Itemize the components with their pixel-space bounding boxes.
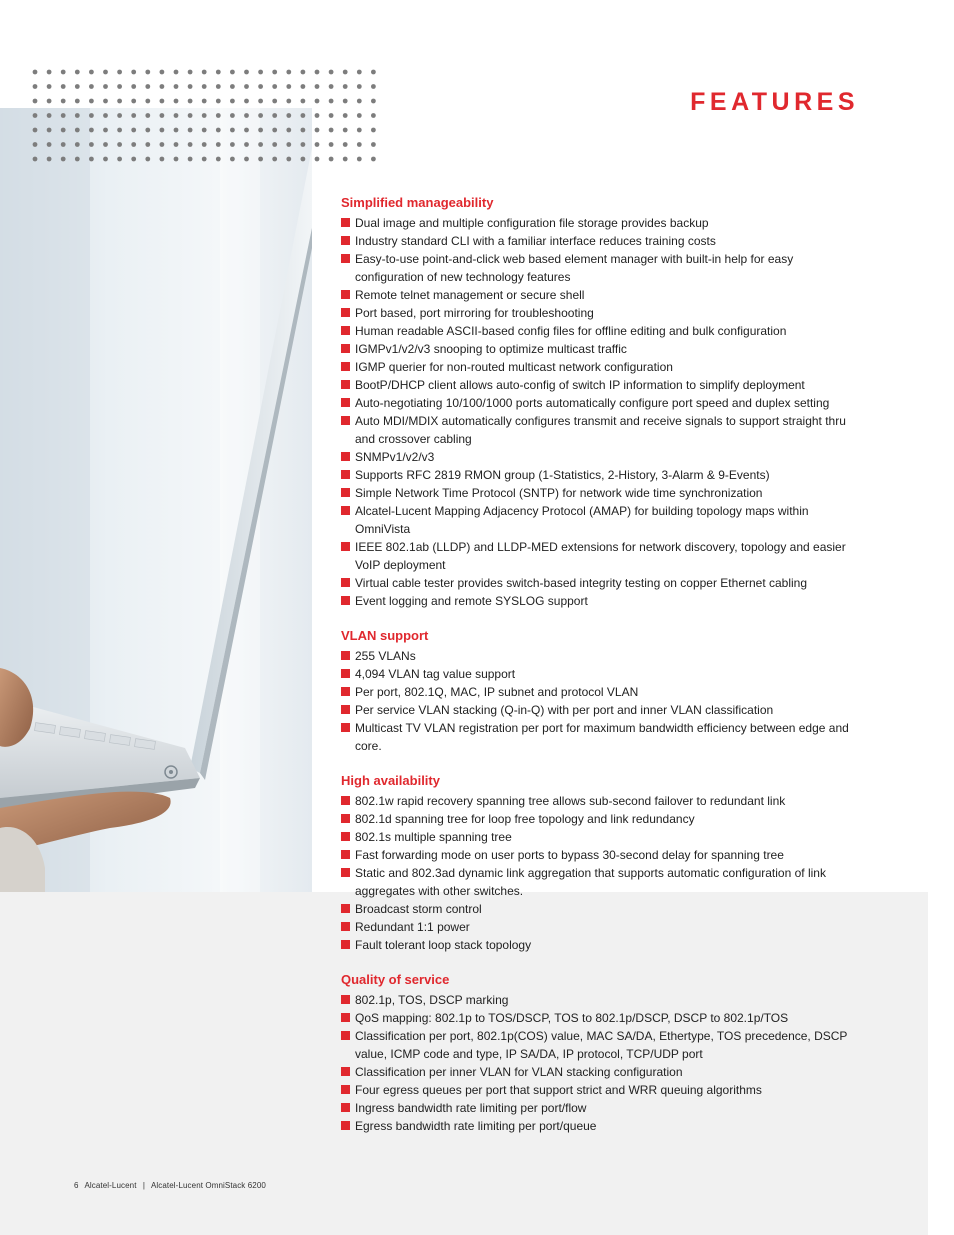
decorative-dot [61,99,66,104]
decorative-dot [160,70,165,75]
decorative-dot [75,128,80,133]
decorative-dot [357,157,362,162]
decorative-dot [357,99,362,104]
decorative-dot [47,128,52,133]
decorative-dot [258,157,263,162]
section-heading: High availability [341,773,440,788]
decorative-dot [61,157,66,162]
decorative-dot [47,70,52,75]
decorative-dot [75,157,80,162]
decorative-dot [286,157,291,162]
section-quality-of-service [341,971,861,1135]
page-number: 6 [74,1181,79,1190]
decorative-dot [202,128,207,133]
decorative-dot [272,157,277,162]
decorative-dot [160,84,165,89]
list-item: Auto MDI/MDIX automatically configures transmit and receive signals to support straight thru and crossover cabling [341,412,861,448]
decorative-dot [244,84,249,89]
list-item: SNMPv1/v2/v3 [341,448,861,466]
decorative-dot [301,142,306,147]
decorative-dot [145,70,150,75]
decorative-dot [343,157,348,162]
decorative-dot [202,142,207,147]
list-item: IGMPv1/v2/v3 snooping to optimize multicast traffic [341,340,861,358]
decorative-dot [272,70,277,75]
decorative-dot [202,113,207,118]
decorative-dot [258,70,263,75]
decorative-dot [103,142,108,147]
decorative-dot [33,113,38,118]
list-item: Event logging and remote SYSLOG support [341,592,861,610]
section-high-availability [341,772,861,954]
list-item: Egress bandwidth rate limiting per port/queue [341,1117,861,1135]
decorative-dot [258,113,263,118]
decorative-dot [47,157,52,162]
decorative-dot [343,99,348,104]
decorative-dot [258,128,263,133]
laptop-hand-photo [0,108,312,892]
decorative-dot [103,113,108,118]
decorative-dot [103,84,108,89]
decorative-dot [286,128,291,133]
decorative-dot [131,128,136,133]
decorative-dot [131,157,136,162]
feature-list [341,647,861,755]
decorative-dot [230,128,235,133]
decorative-dot [174,99,179,104]
decorative-dot [89,157,94,162]
decorative-dot [145,113,150,118]
decorative-dot [160,113,165,118]
decorative-dot [286,142,291,147]
decorative-dot [145,99,150,104]
decorative-dot [329,113,334,118]
decorative-dot [286,113,291,118]
decorative-dot [117,142,122,147]
decorative-dot [188,84,193,89]
decorative-dot [188,157,193,162]
decorative-dot [343,142,348,147]
decorative-dot [103,70,108,75]
decorative-dot [145,128,150,133]
decorative-dot [174,157,179,162]
list-item: Ingress bandwidth rate limiting per port/flow [341,1099,861,1117]
decorative-dot [329,99,334,104]
decorative-dot [230,99,235,104]
list-item: Classification per port, 802.1p(COS) value, MAC SA/DA, Ethertype, TOS precedence, DSCP value, ICMP code and type, IP SA/DA, IP protocol, TCP/UDP port [341,1027,861,1063]
decorative-dot [61,128,66,133]
list-item: IEEE 802.1ab (LLDP) and LLDP-MED extensions for network discovery, topology and easier VoIP deployment [341,538,861,574]
decorative-dot [174,113,179,118]
list-item: 802.1s multiple spanning tree [341,828,861,846]
decorative-dot [131,84,136,89]
decorative-dot [216,128,221,133]
decorative-dot [103,157,108,162]
decorative-dot [103,99,108,104]
section-vlan-support [341,627,861,755]
decorative-dot [286,70,291,75]
decorative-dot [258,84,263,89]
decorative-dot [272,142,277,147]
decorative-dot [202,84,207,89]
decorative-dot [343,128,348,133]
decorative-dot [272,128,277,133]
list-item: Static and 802.3ad dynamic link aggregation that supports automatic configuration of link aggregates with other switches. [341,864,861,900]
decorative-dot [174,70,179,75]
decorative-dot [315,157,320,162]
decorative-dot [89,128,94,133]
decorative-dot [188,99,193,104]
list-item: Alcatel-Lucent Mapping Adjacency Protocol (AMAP) for building topology maps within OmniVista [341,502,861,538]
decorative-dot [216,99,221,104]
list-item: Auto-negotiating 10/100/1000 ports automatically configure port speed and duplex setting [341,394,861,412]
decorative-dot [33,70,38,75]
feature-list [341,214,861,610]
decorative-dot [329,128,334,133]
decorative-dot [117,70,122,75]
decorative-dot [371,128,376,133]
decorative-dot [216,157,221,162]
decorative-dot [244,128,249,133]
decorative-dot [301,113,306,118]
decorative-dot [357,142,362,147]
decorative-dot [371,142,376,147]
list-item: Remote telnet management or secure shell [341,286,861,304]
decorative-dot [33,128,38,133]
decorative-dot [61,113,66,118]
decorative-dot [188,142,193,147]
footer-separator: | [142,1181,146,1190]
features-content [341,194,861,1152]
list-item: Industry standard CLI with a familiar interface reduces training costs [341,232,861,250]
list-item: 802.1p, TOS, DSCP marking [341,991,861,1009]
list-item: Fast forwarding mode on user ports to bypass 30-second delay for spanning tree [341,846,861,864]
list-item: Simple Network Time Protocol (SNTP) for network wide time synchronization [341,484,861,502]
decorative-dot [371,157,376,162]
decorative-dot [315,70,320,75]
list-item: Human readable ASCII-based config files for offline editing and bulk configuration [341,322,861,340]
decorative-dot [47,113,52,118]
decorative-dot [230,157,235,162]
decorative-dot [131,142,136,147]
decorative-dot [202,157,207,162]
decorative-dot [329,70,334,75]
decorative-dot [329,157,334,162]
list-item: Port based, port mirroring for troubleshooting [341,304,861,322]
list-item: Fault tolerant loop stack topology [341,936,861,954]
decorative-dot [160,128,165,133]
decorative-dot [286,99,291,104]
decorative-dot [117,113,122,118]
decorative-dot [301,157,306,162]
decorative-dot [272,84,277,89]
decorative-dot [117,157,122,162]
decorative-dot [258,99,263,104]
decorative-dot [75,84,80,89]
decorative-dot [315,84,320,89]
decorative-dot [286,84,291,89]
decorative-dot [230,142,235,147]
decorative-dot [202,70,207,75]
list-item: QoS mapping: 802.1p to TOS/DSCP, TOS to 802.1p/DSCP, DSCP to 802.1p/TOS [341,1009,861,1027]
list-item: IGMP querier for non-routed multicast network configuration [341,358,861,376]
footer-company: Alcatel-Lucent [84,1181,137,1190]
decorative-dot [357,70,362,75]
list-item: Per port, 802.1Q, MAC, IP subnet and protocol VLAN [341,683,861,701]
decorative-dot [216,84,221,89]
decorative-dot [357,84,362,89]
decorative-dot [103,128,108,133]
list-item: 255 VLANs [341,647,861,665]
decorative-dot [117,128,122,133]
decorative-dot [301,128,306,133]
section-heading: Quality of service [341,972,450,987]
section-heading: VLAN support [341,628,429,643]
decorative-dot [145,84,150,89]
list-item: Broadcast storm control [341,900,861,918]
decorative-dot [244,157,249,162]
list-item: Per service VLAN stacking (Q-in-Q) with per port and inner VLAN classification [341,701,861,719]
decorative-dot [315,99,320,104]
decorative-dot [343,113,348,118]
decorative-dot [75,113,80,118]
decorative-dot [47,142,52,147]
decorative-dot [160,142,165,147]
decorative-dot [371,70,376,75]
decorative-dot [244,113,249,118]
decorative-dot [89,113,94,118]
decorative-dot [33,99,38,104]
decorative-dot [160,99,165,104]
decorative-dot [174,142,179,147]
decorative-dot [33,142,38,147]
decorative-dot [230,70,235,75]
page-title: FEATURES [690,88,859,116]
section-heading: Simplified manageability [341,195,494,210]
decorative-dot [230,113,235,118]
decorative-dot [343,84,348,89]
decorative-dot [131,99,136,104]
decorative-dot [188,70,193,75]
decorative-dot [272,99,277,104]
decorative-dot [301,99,306,104]
decorative-dot [117,99,122,104]
list-item: Redundant 1:1 power [341,918,861,936]
decorative-dot [371,113,376,118]
decorative-dot [89,84,94,89]
decorative-dot [33,157,38,162]
decorative-dot [61,142,66,147]
decorative-dot [131,70,136,75]
decorative-dot [301,84,306,89]
decorative-dot [343,70,348,75]
decorative-dot [174,128,179,133]
decorative-dot [301,70,306,75]
decorative-dot [117,84,122,89]
decorative-dot [47,84,52,89]
decorative-dot [61,84,66,89]
decorative-dot-grid [30,66,382,162]
footer-product: Alcatel-Lucent OmniStack 6200 [150,1181,266,1190]
decorative-dot [329,142,334,147]
decorative-dot [357,128,362,133]
decorative-dot [371,84,376,89]
decorative-dot [188,128,193,133]
list-item: 802.1w rapid recovery spanning tree allows sub-second failover to redundant link [341,792,861,810]
decorative-dot [202,99,207,104]
decorative-dot [315,142,320,147]
feature-list [341,991,861,1135]
decorative-dot [357,113,362,118]
list-item: Four egress queues per port that support strict and WRR queuing algorithms [341,1081,861,1099]
decorative-dot [244,99,249,104]
decorative-dot [89,142,94,147]
decorative-dot [131,113,136,118]
decorative-dot [258,142,263,147]
decorative-dot [371,99,376,104]
decorative-dot [47,99,52,104]
decorative-dot [89,99,94,104]
decorative-dot [145,157,150,162]
decorative-dot [216,142,221,147]
decorative-dot [33,84,38,89]
list-item: Supports RFC 2819 RMON group (1-Statistics, 2-History, 3-Alarm & 9-Events) [341,466,861,484]
decorative-dot [61,70,66,75]
list-item: 802.1d spanning tree for loop free topology and link redundancy [341,810,861,828]
feature-list [341,792,861,954]
list-item: Virtual cable tester provides switch-based integrity testing on copper Ethernet cabling [341,574,861,592]
decorative-dot [244,70,249,75]
page-footer [74,1181,270,1190]
decorative-dot [315,113,320,118]
decorative-dot [160,157,165,162]
list-item: Dual image and multiple configuration file storage provides backup [341,214,861,232]
decorative-dot [244,142,249,147]
decorative-dot [188,113,193,118]
decorative-dot [75,99,80,104]
decorative-dot [329,84,334,89]
list-item: Multicast TV VLAN registration per port for maximum bandwidth efficiency between edge and core. [341,719,861,755]
decorative-dot [75,70,80,75]
decorative-dot [75,142,80,147]
decorative-dot [174,84,179,89]
list-item: Easy-to-use point-and-click web based element manager with built-in help for easy configuration of new technology features [341,250,861,286]
decorative-dot [216,70,221,75]
section-simplified-manageability [341,194,861,610]
decorative-dot [216,113,221,118]
decorative-dot [230,84,235,89]
list-item: 4,094 VLAN tag value support [341,665,861,683]
decorative-dot [89,70,94,75]
list-item: BootP/DHCP client allows auto-config of switch IP information to simplify deployment [341,376,861,394]
list-item: Classification per inner VLAN for VLAN stacking configuration [341,1063,861,1081]
decorative-dot [315,128,320,133]
decorative-dot [272,113,277,118]
decorative-dot [145,142,150,147]
